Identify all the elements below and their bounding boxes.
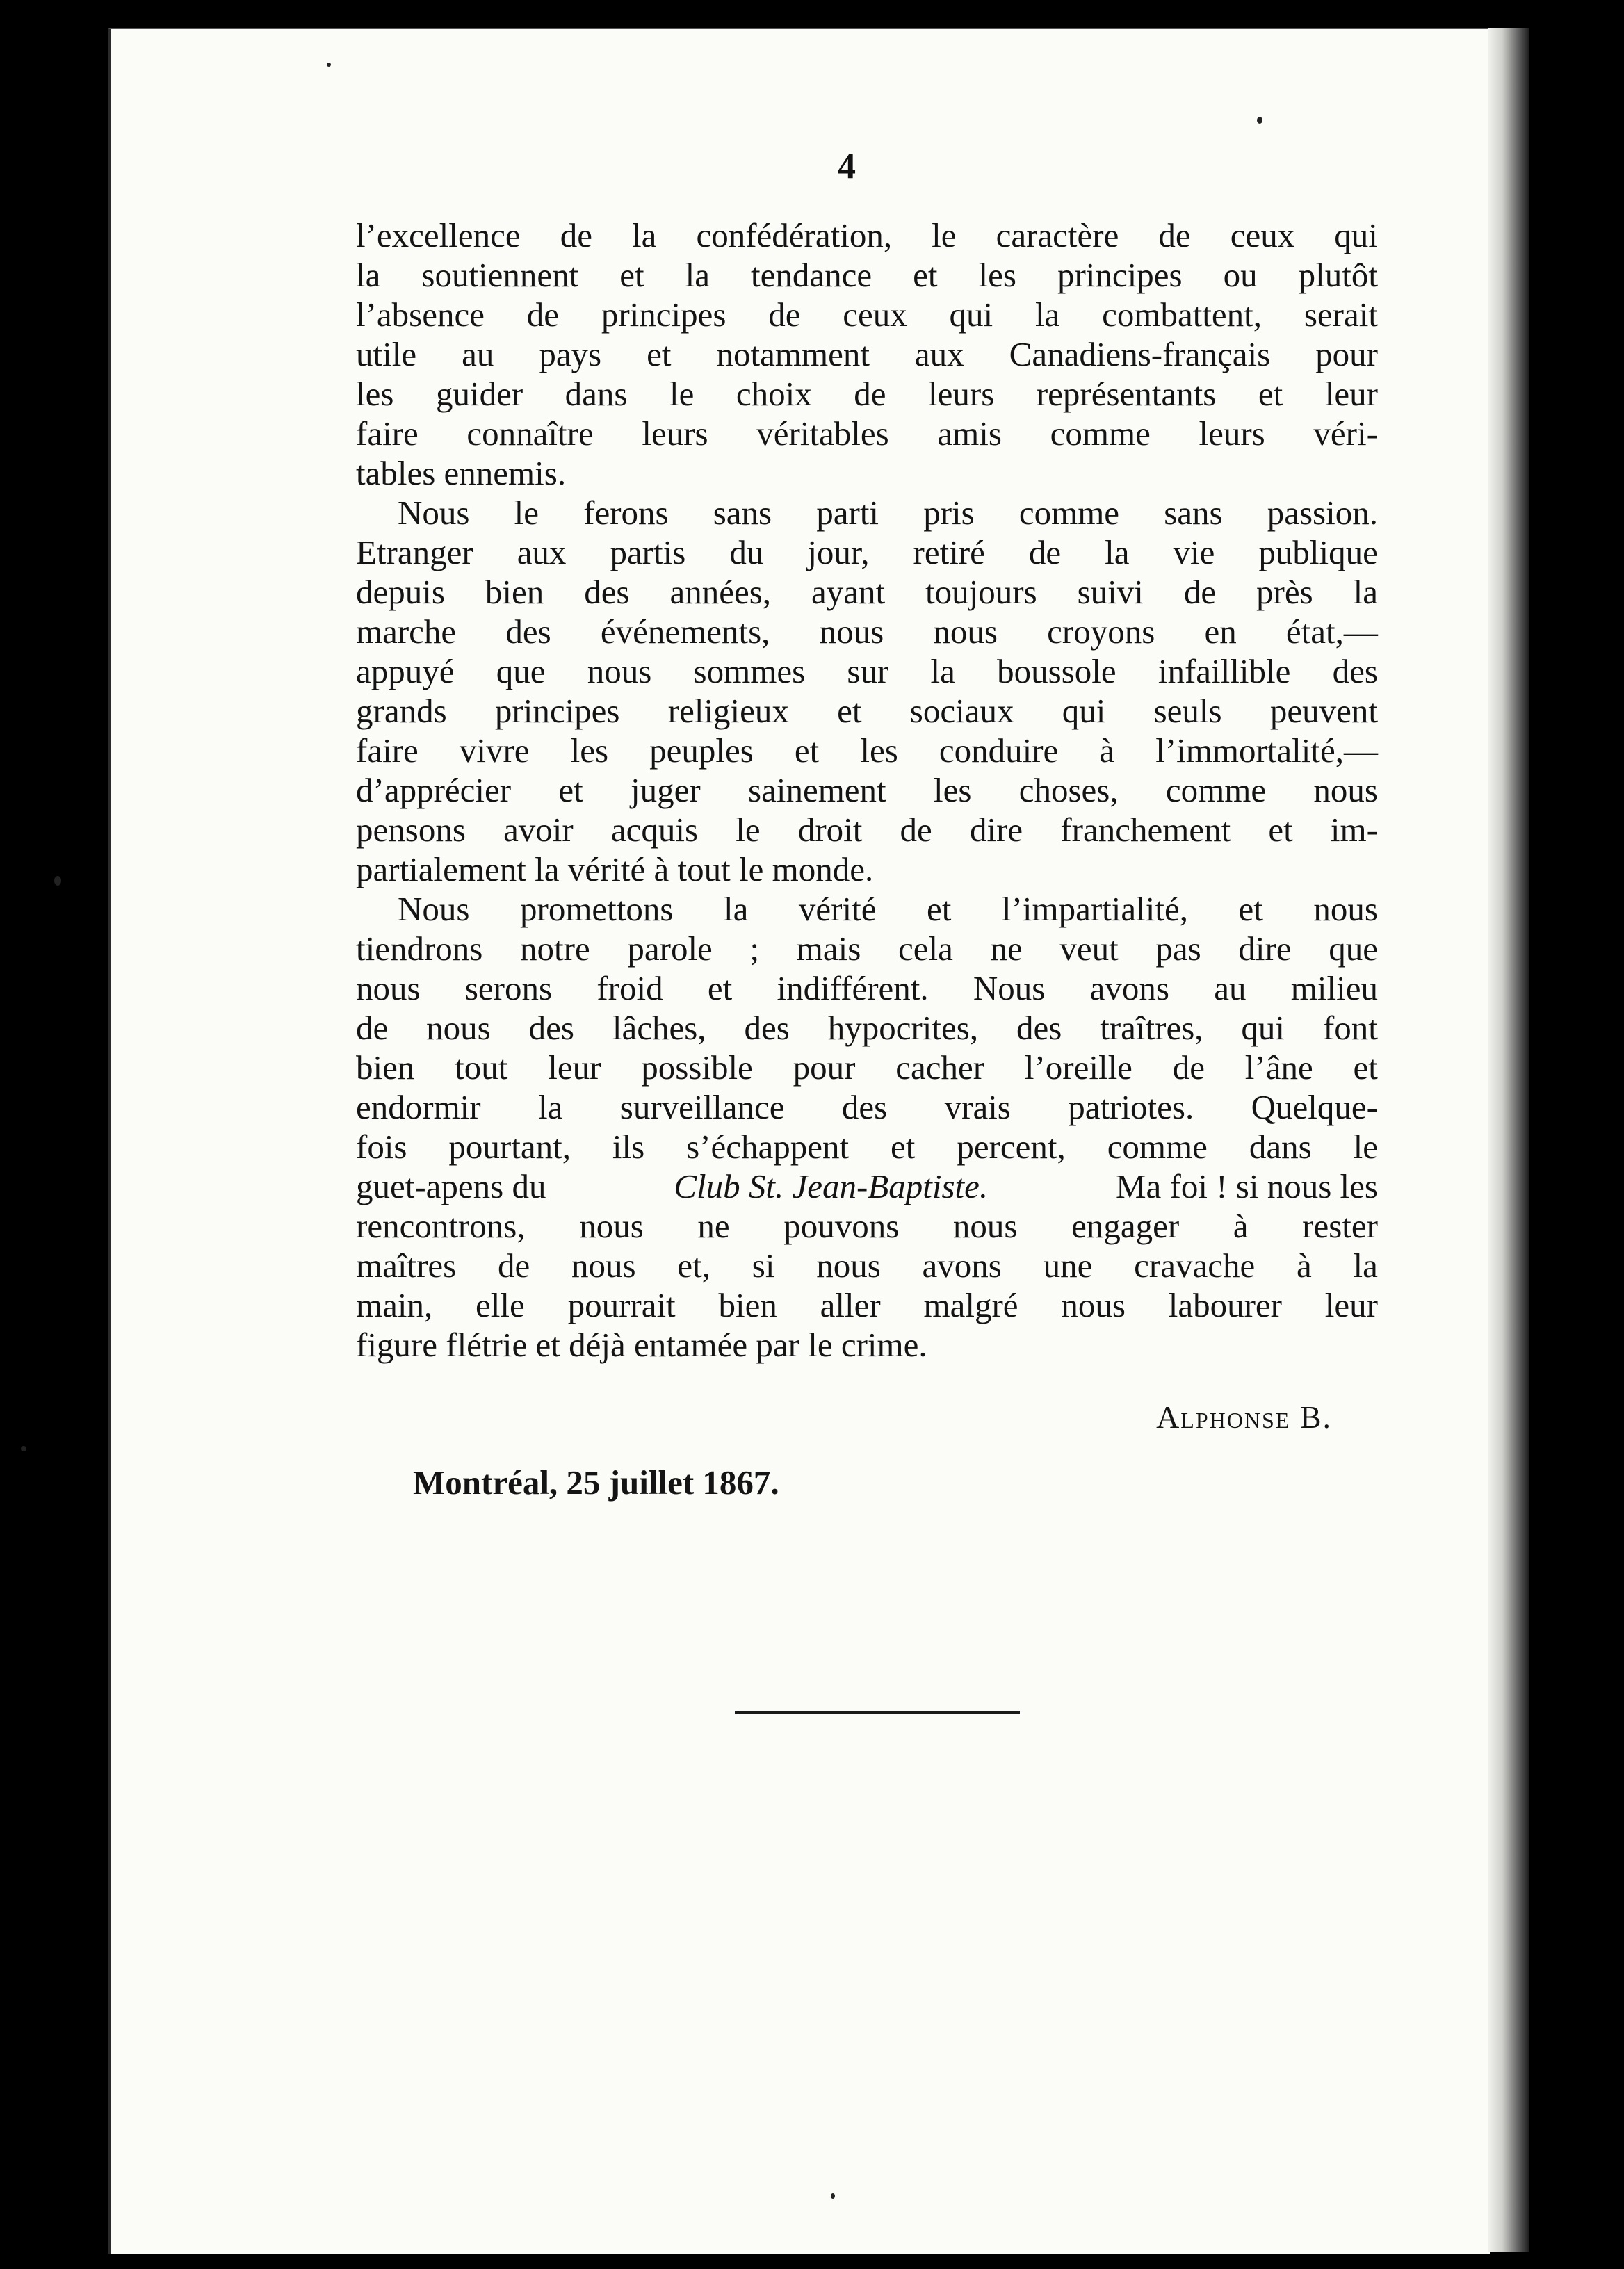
- word: des: [1332, 652, 1378, 690]
- word: leurs: [1199, 414, 1265, 453]
- word: pas: [1155, 929, 1201, 968]
- word: en: [1204, 612, 1237, 651]
- word: l’absence: [356, 295, 485, 334]
- word: ils: [612, 1128, 645, 1166]
- word: labourer: [1168, 1286, 1282, 1324]
- word: nous: [356, 969, 421, 1007]
- word: dans: [565, 375, 628, 413]
- word: à: [1296, 1246, 1312, 1285]
- text-line: [356, 1246, 1378, 1285]
- word: utile: [356, 335, 417, 373]
- word: qui: [1334, 216, 1378, 254]
- word: avons: [1089, 969, 1169, 1007]
- word: sommes: [693, 652, 806, 690]
- word: parti: [816, 494, 879, 532]
- word: grands: [356, 692, 447, 730]
- word: la: [930, 652, 955, 690]
- word: les: [978, 256, 1016, 294]
- word: choix: [736, 375, 812, 413]
- text-line: [356, 1127, 1378, 1166]
- word: d’apprécier: [356, 771, 512, 809]
- text-line: [356, 849, 1378, 889]
- text-line: [356, 493, 1378, 532]
- word: qui: [949, 295, 993, 334]
- word: promettons: [520, 890, 674, 928]
- word: et: [647, 335, 672, 373]
- word: aller: [820, 1286, 881, 1324]
- text-span: Ma foi ! si nous les: [1115, 1167, 1378, 1205]
- text-line: [356, 1285, 1378, 1325]
- word: des: [584, 573, 630, 611]
- word: avoir: [503, 811, 574, 849]
- word: nous: [571, 1246, 636, 1285]
- word: comme: [1018, 494, 1120, 532]
- word: nous: [1313, 890, 1378, 928]
- word: près: [1256, 573, 1313, 611]
- word: les: [933, 771, 972, 809]
- word: toujours: [925, 573, 1037, 611]
- word: rester: [1302, 1207, 1378, 1245]
- word: vrais: [944, 1088, 1011, 1126]
- word: soutiennent: [421, 256, 579, 294]
- text-line: [356, 1325, 1378, 1365]
- word: veut: [1059, 929, 1119, 968]
- text-line: [356, 651, 1378, 691]
- word: de: [1183, 573, 1217, 611]
- word: partis: [610, 533, 686, 571]
- word: la: [1353, 1246, 1378, 1285]
- word: les: [356, 375, 394, 413]
- word: religieux: [667, 692, 789, 730]
- word: cacher: [895, 1048, 985, 1087]
- word: franchement: [1060, 811, 1231, 849]
- text-line: [356, 1008, 1378, 1048]
- text-line: [356, 929, 1378, 968]
- word: peuvent: [1269, 692, 1378, 730]
- word: suivi: [1077, 573, 1144, 611]
- word: dire: [969, 811, 1023, 849]
- word: de: [1158, 216, 1191, 254]
- word: la: [1034, 295, 1060, 334]
- word: aux: [517, 533, 567, 571]
- word: la: [685, 256, 710, 294]
- word: leur: [548, 1048, 601, 1087]
- word: Etranger: [356, 533, 473, 571]
- word: ;: [749, 929, 760, 968]
- word: plutôt: [1298, 256, 1378, 294]
- word: des: [505, 612, 551, 651]
- scan-speck: [831, 2193, 835, 2199]
- word: au: [1214, 969, 1247, 1007]
- word: à: [1099, 731, 1115, 770]
- word: ne: [697, 1207, 730, 1245]
- word: des: [1016, 1009, 1062, 1047]
- word: aux: [914, 335, 964, 373]
- word: ferons: [583, 494, 669, 532]
- word: sur: [847, 652, 889, 690]
- word: cela: [898, 929, 953, 968]
- word: hypocrites,: [827, 1009, 979, 1047]
- word: confédération,: [696, 216, 893, 254]
- word: et: [891, 1128, 916, 1166]
- word: nous: [952, 1207, 1018, 1245]
- word: nous: [1061, 1286, 1126, 1324]
- word: nous: [933, 612, 998, 651]
- word: dire: [1238, 929, 1292, 968]
- word: fois: [356, 1128, 407, 1166]
- word: tendance: [751, 256, 872, 294]
- word: rencontrons,: [356, 1207, 526, 1245]
- word: appuyé: [356, 652, 455, 690]
- word: serait: [1304, 295, 1378, 334]
- word: sainement: [748, 771, 886, 809]
- word: pourrait: [567, 1286, 676, 1324]
- word: nous: [426, 1009, 491, 1047]
- word: cravache: [1134, 1246, 1256, 1285]
- word: la: [1353, 573, 1378, 611]
- word: la: [356, 256, 381, 294]
- word: conduire: [939, 731, 1059, 770]
- word: guider: [435, 375, 523, 413]
- word: bien: [718, 1286, 777, 1324]
- word: leur: [1324, 375, 1378, 413]
- author-signature: Alphonse B.: [1156, 1399, 1332, 1435]
- word: pensons: [356, 811, 466, 849]
- word: ceux: [843, 295, 907, 334]
- text-span: partialement la vérité à tout le monde.: [356, 850, 874, 888]
- scan-speck: [54, 876, 61, 886]
- word: froid: [596, 969, 663, 1007]
- text-line: [356, 374, 1378, 414]
- word: font: [1322, 1009, 1378, 1047]
- text-line: [356, 532, 1378, 572]
- text-span: tables ennemis.: [356, 454, 567, 492]
- word: indifférent.: [777, 969, 929, 1007]
- word: si: [752, 1246, 775, 1285]
- word: principes: [1057, 256, 1183, 294]
- text-line: [356, 334, 1378, 374]
- word: choses,: [1018, 771, 1119, 809]
- word: événements,: [600, 612, 770, 651]
- text-line: [356, 731, 1378, 770]
- word: pour: [793, 1048, 856, 1087]
- word: de: [900, 811, 932, 849]
- word: engager: [1071, 1207, 1180, 1245]
- word: Nous: [973, 969, 1046, 1007]
- word: jour,: [807, 533, 870, 571]
- word: depuis: [356, 573, 445, 611]
- word: nous: [587, 652, 652, 690]
- word: nous: [579, 1207, 644, 1245]
- horizontal-rule: [735, 1711, 1020, 1714]
- word: véri-: [1313, 414, 1378, 453]
- word: pouvons: [783, 1207, 900, 1245]
- word: pour: [1315, 335, 1378, 373]
- word: lâches,: [612, 1009, 706, 1047]
- word: de: [1028, 533, 1062, 571]
- club-name-italic: Club St. Jean-Baptiste.: [674, 1167, 989, 1205]
- word: années,: [669, 573, 772, 611]
- scan-speck: [327, 63, 331, 67]
- word: Quelque-: [1251, 1088, 1378, 1126]
- word: maîtres: [356, 1246, 457, 1285]
- word: de: [356, 1009, 389, 1047]
- word: traîtres,: [1100, 1009, 1203, 1047]
- word: que: [496, 652, 546, 690]
- word: et: [558, 771, 583, 809]
- text-line: [356, 572, 1378, 612]
- word: sans: [1164, 494, 1223, 532]
- word: de: [560, 216, 592, 254]
- word: endormir: [356, 1088, 481, 1126]
- word: et: [794, 731, 820, 770]
- page-edge-shadow: [1488, 28, 1529, 2252]
- word: le: [514, 494, 539, 532]
- text-line: [356, 414, 1378, 453]
- word: l’âne: [1244, 1048, 1313, 1087]
- text-line: [356, 1087, 1378, 1127]
- word: et,: [677, 1246, 710, 1285]
- word: seuls: [1153, 692, 1222, 730]
- word: principes: [601, 295, 726, 334]
- dateline: Montréal, 25 juillet 1867.: [413, 1463, 779, 1502]
- text-line: [356, 1206, 1378, 1246]
- word: la: [538, 1088, 563, 1126]
- word: le: [932, 216, 957, 254]
- word: l’oreille: [1024, 1048, 1132, 1087]
- word: s’échappent: [686, 1128, 850, 1166]
- word: et: [707, 969, 733, 1007]
- word: de: [526, 295, 560, 334]
- word: et: [927, 890, 952, 928]
- word: caractère: [996, 216, 1119, 254]
- word: et: [619, 256, 644, 294]
- text-span: figure flétrie et déjà entamée par le crime.: [356, 1326, 927, 1364]
- word: patriotes.: [1068, 1088, 1194, 1126]
- word: connaître: [466, 414, 594, 453]
- scan-speck: [21, 1446, 26, 1451]
- word: pays: [539, 335, 602, 373]
- word: percent,: [957, 1128, 1066, 1166]
- word: combattent,: [1102, 295, 1262, 334]
- text-line: [356, 255, 1378, 295]
- word: et: [1258, 375, 1283, 413]
- word: peuples: [649, 731, 754, 770]
- text-line: [356, 1166, 1378, 1206]
- word: avons: [922, 1246, 1002, 1285]
- word: sociaux: [909, 692, 1014, 730]
- word: et: [913, 256, 938, 294]
- text-line: [356, 770, 1378, 810]
- word: de: [854, 375, 886, 413]
- word: la: [632, 216, 657, 254]
- word: comme: [1165, 771, 1267, 809]
- text-span: guet-apens du: [356, 1167, 546, 1205]
- word: à: [1233, 1207, 1249, 1245]
- text-line: [356, 295, 1378, 334]
- word: et: [1268, 811, 1293, 849]
- word: Nous: [398, 890, 470, 928]
- word: faire: [356, 414, 419, 453]
- word: du: [729, 533, 764, 571]
- text-line: [356, 691, 1378, 731]
- word: passion.: [1267, 494, 1378, 532]
- word: serons: [464, 969, 553, 1007]
- word: nous: [816, 1246, 881, 1285]
- word: pris: [923, 494, 975, 532]
- word: véritables: [756, 414, 889, 453]
- word: qui: [1062, 692, 1106, 730]
- word: leur: [1324, 1286, 1378, 1324]
- word: notamment: [716, 335, 870, 373]
- word: malgré: [923, 1286, 1018, 1324]
- word: les: [570, 731, 609, 770]
- word: publique: [1258, 533, 1378, 571]
- word: une: [1043, 1246, 1093, 1285]
- body-text: [356, 215, 1378, 1365]
- text-line: [356, 968, 1378, 1008]
- word: leurs: [642, 414, 708, 453]
- word: elle: [476, 1286, 525, 1324]
- word: sans: [713, 494, 772, 532]
- word: des: [744, 1009, 790, 1047]
- word: mais: [796, 929, 861, 968]
- word: retiré: [913, 533, 985, 571]
- text-line: [356, 1048, 1378, 1087]
- word: boussole: [997, 652, 1116, 690]
- word: vérité: [798, 890, 877, 928]
- word: l’immortalité,—: [1155, 731, 1378, 770]
- word: Canadiens-français: [1009, 335, 1271, 373]
- word: au: [462, 335, 494, 373]
- word: ou: [1223, 256, 1258, 294]
- word: main,: [356, 1286, 433, 1324]
- word: comme: [1107, 1128, 1208, 1166]
- word: de: [768, 295, 801, 334]
- text-line: [356, 612, 1378, 651]
- word: pourtant,: [448, 1128, 571, 1166]
- word: et: [1238, 890, 1263, 928]
- word: dans: [1249, 1128, 1312, 1166]
- word: tiendrons: [356, 929, 483, 968]
- word: croyons: [1047, 612, 1155, 651]
- word: de: [498, 1246, 530, 1285]
- scan-speck: [1257, 117, 1262, 124]
- text-line: [356, 889, 1378, 929]
- word: tout: [455, 1048, 508, 1087]
- word: acquis: [610, 811, 699, 849]
- word: l’excellence: [356, 216, 521, 254]
- word: droit: [797, 811, 863, 849]
- word: amis: [937, 414, 1002, 453]
- word: et: [837, 692, 862, 730]
- word: bien: [356, 1048, 415, 1087]
- word: les: [860, 731, 898, 770]
- word: comme: [1050, 414, 1151, 453]
- word: le: [1353, 1128, 1378, 1166]
- word: nous: [819, 612, 884, 651]
- word: possible: [641, 1048, 753, 1087]
- word: marche: [356, 612, 457, 651]
- word: infaillible: [1158, 652, 1291, 690]
- word: leurs: [928, 375, 995, 413]
- text-line: [356, 810, 1378, 849]
- word: bien: [485, 573, 544, 611]
- word: des: [528, 1009, 574, 1047]
- word: juger: [631, 771, 701, 809]
- word: que: [1329, 929, 1378, 968]
- text-line: [356, 215, 1378, 255]
- word: ceux: [1230, 216, 1295, 254]
- word: ne: [990, 929, 1023, 968]
- word: le: [669, 375, 695, 413]
- word: parole: [627, 929, 713, 968]
- word: milieu: [1290, 969, 1378, 1007]
- word: Nous: [398, 494, 470, 532]
- word: faire: [356, 731, 419, 770]
- word: des: [841, 1088, 888, 1126]
- text-line: [356, 453, 1378, 493]
- word: notre: [520, 929, 590, 968]
- word: im-: [1330, 811, 1378, 849]
- word: et: [1353, 1048, 1378, 1087]
- word: qui: [1241, 1009, 1285, 1047]
- word: surveillance: [619, 1088, 785, 1126]
- word: l’impartialité,: [1001, 890, 1188, 928]
- word: de: [1172, 1048, 1205, 1087]
- word: le: [736, 811, 761, 849]
- word: la: [1105, 533, 1130, 571]
- word: vivre: [459, 731, 530, 770]
- word: vie: [1173, 533, 1215, 571]
- word: représentants: [1036, 375, 1217, 413]
- page-number: 4: [838, 147, 856, 186]
- word: la: [724, 890, 749, 928]
- word: principes: [494, 692, 620, 730]
- word: ayant: [811, 573, 886, 611]
- word: état,—: [1285, 612, 1378, 651]
- word: nous: [1313, 771, 1378, 809]
